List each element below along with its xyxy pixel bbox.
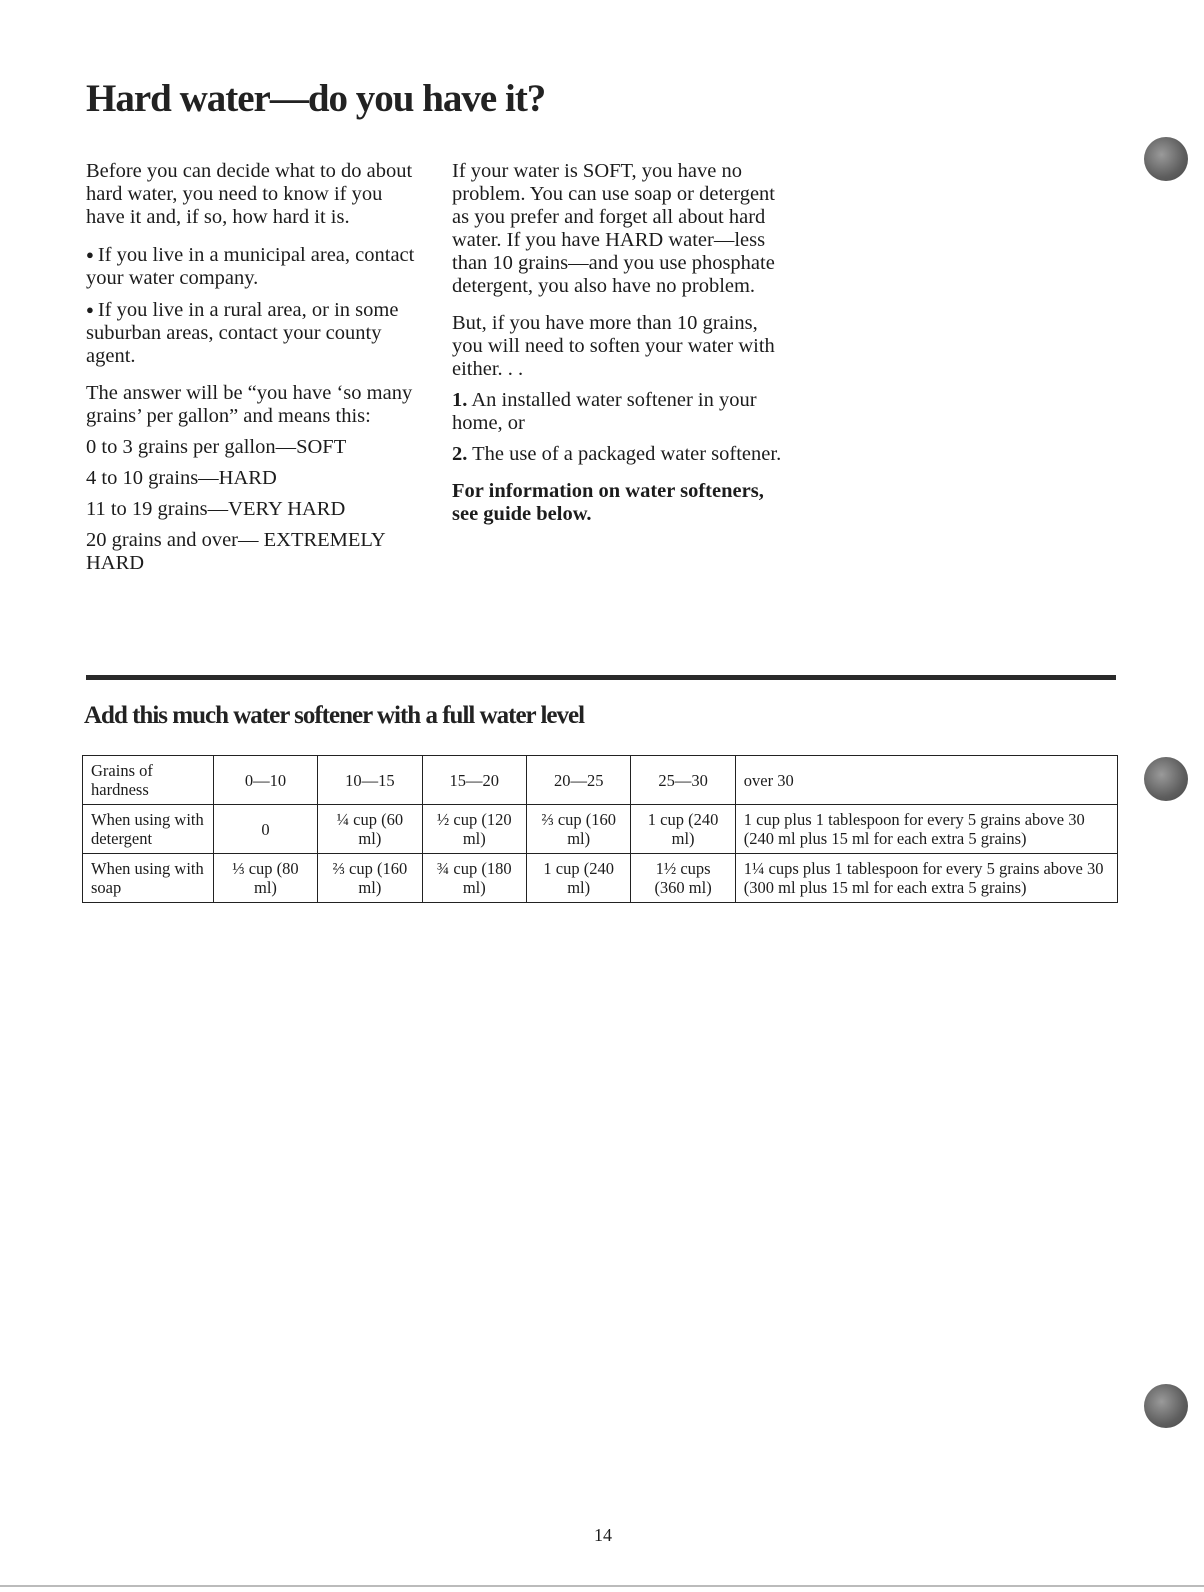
- bullet-rural: ● If you live in a rural area, or in some suburban areas, contact your county agent.: [86, 299, 399, 367]
- table-cell: When using with detergent: [83, 805, 214, 854]
- bullet-municipal: ● If you live in a municipal area, contact your water company.: [86, 244, 415, 289]
- option-installed-softener: 1. An installed water softener in your home, or: [452, 389, 757, 434]
- table-cell: 1 cup plus 1 tablespoon for every 5 grains above 30 (240 ml plus 15 ml for each extra 5 grains): [735, 805, 1117, 854]
- right-column: [452, 160, 792, 540]
- table-header-cell: 20—25: [526, 756, 630, 805]
- answer-paragraph: The answer will be “you have ‘so many grains’ per gallon” and means this:: [86, 382, 413, 427]
- page-number: 14: [594, 1525, 612, 1545]
- hardness-soft: 0 to 3 grains per gallon—SOFT: [86, 436, 347, 458]
- table-row: [83, 854, 1118, 903]
- section-divider: [86, 675, 1116, 680]
- intro-paragraph: Before you can decide what to do about hard water, you need to know if you have it and, if so, how hard it is.: [86, 160, 413, 228]
- page-edge: [0, 1585, 1204, 1587]
- soft-water-paragraph: If your water is SOFT, you have no problem. You can use soap or detergent as you prefer and forget all about hard water. If you have HARD water—less than 10 grains—and you use phosphate detergent, you also have no problem.: [452, 160, 776, 297]
- table-cell: 1¼ cups plus 1 tablespoon for every 5 grains above 30 (300 ml plus 15 ml for each extra 5 grains): [735, 854, 1117, 903]
- hardness-hard: 4 to 10 grains—HARD: [86, 467, 277, 489]
- table-cell: ⅓ cup (80 ml): [213, 854, 317, 903]
- table-header-cell: Grains of hardness: [83, 756, 214, 805]
- table-header-cell: 10—15: [318, 756, 422, 805]
- table-header-cell: 0—10: [213, 756, 317, 805]
- table-header-cell: 25—30: [631, 756, 735, 805]
- table-header-cell: over 30: [735, 756, 1117, 805]
- table-cell: ½ cup (120 ml): [422, 805, 526, 854]
- table-cell: 1 cup (240 ml): [631, 805, 735, 854]
- binder-hole-icon: [1144, 1384, 1188, 1428]
- page-title: Hard water—do you have it?: [86, 77, 546, 120]
- table-header-cell: 15—20: [422, 756, 526, 805]
- info-note: For information on water softeners, see guide below.: [452, 480, 764, 525]
- table-header-row: [83, 756, 1118, 805]
- binder-hole-icon: [1144, 137, 1188, 181]
- hardness-extremely-hard: 20 grains and over— EXTREMELY HARD: [86, 529, 385, 574]
- table-cell: 1½ cups (360 ml): [631, 854, 735, 903]
- bullet-icon: ●: [86, 247, 94, 262]
- table-cell: ⅔ cup (160 ml): [318, 854, 422, 903]
- table-title: Add this much water softener with a full water level: [84, 702, 585, 729]
- more-grains-paragraph: But, if you have more than 10 grains, you will need to soften your water with either. . .: [452, 312, 775, 380]
- table-cell: When using with soap: [83, 854, 214, 903]
- table-cell: ¼ cup (60 ml): [318, 805, 422, 854]
- table-cell: 1 cup (240 ml): [526, 854, 630, 903]
- table-cell: ⅔ cup (160 ml): [526, 805, 630, 854]
- left-column: [86, 160, 426, 583]
- table-cell: 0: [213, 805, 317, 854]
- softener-table: [82, 755, 1118, 903]
- binder-hole-icon: [1144, 757, 1188, 801]
- bullet-icon: ●: [86, 302, 94, 317]
- hardness-very-hard: 11 to 19 grains—VERY HARD: [86, 498, 346, 520]
- table-cell: ¾ cup (180 ml): [422, 854, 526, 903]
- option-packaged-softener: 2. The use of a packaged water softener.: [452, 443, 782, 465]
- table-row: [83, 805, 1118, 854]
